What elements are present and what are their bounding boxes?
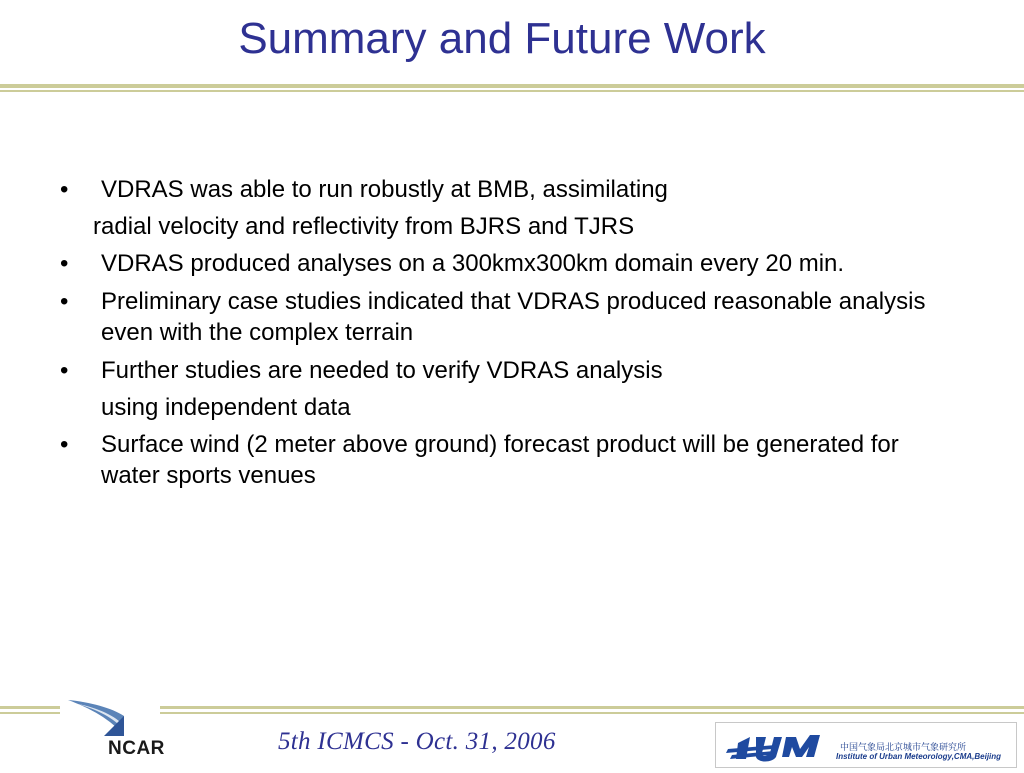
slide-title: Summary and Future Work bbox=[238, 14, 766, 63]
bullet-item: • Surface wind (2 meter above ground) forecast product will be generated for water sports venues bbox=[60, 429, 940, 491]
bullet-item: • VDRAS was able to run robustly at BMB, assimilating bbox=[60, 174, 940, 205]
iumr-logo-icon bbox=[716, 723, 836, 767]
ncar-label: NCAR bbox=[108, 738, 165, 759]
footer-conference-text: 5th ICMCS - Oct. 31, 2006 bbox=[278, 728, 556, 755]
bullet-continuation: using independent data bbox=[101, 394, 351, 421]
bullet-item: • VDRAS produced analyses on a 300kmx300km domain every 20 min. bbox=[60, 248, 940, 279]
bullet-list bbox=[60, 174, 940, 491]
title-divider-thin bbox=[0, 90, 1024, 92]
bullet-continuation: radial velocity and reflectivity from BJRS and TJRS bbox=[93, 213, 635, 240]
bullet-item: • Preliminary case studies indicated that VDRAS produced reasonable analysis even with the complex terrain bbox=[60, 286, 940, 348]
iumr-name-english: Institute of Urban Meteorology,CMA,Beijing bbox=[836, 752, 1002, 761]
iumr-name-chinese: 中国气象局北京城市气象研究所 bbox=[840, 742, 967, 752]
title-divider bbox=[0, 84, 1024, 88]
bullet-item: • Further studies are needed to verify VDRAS analysis bbox=[60, 355, 940, 386]
